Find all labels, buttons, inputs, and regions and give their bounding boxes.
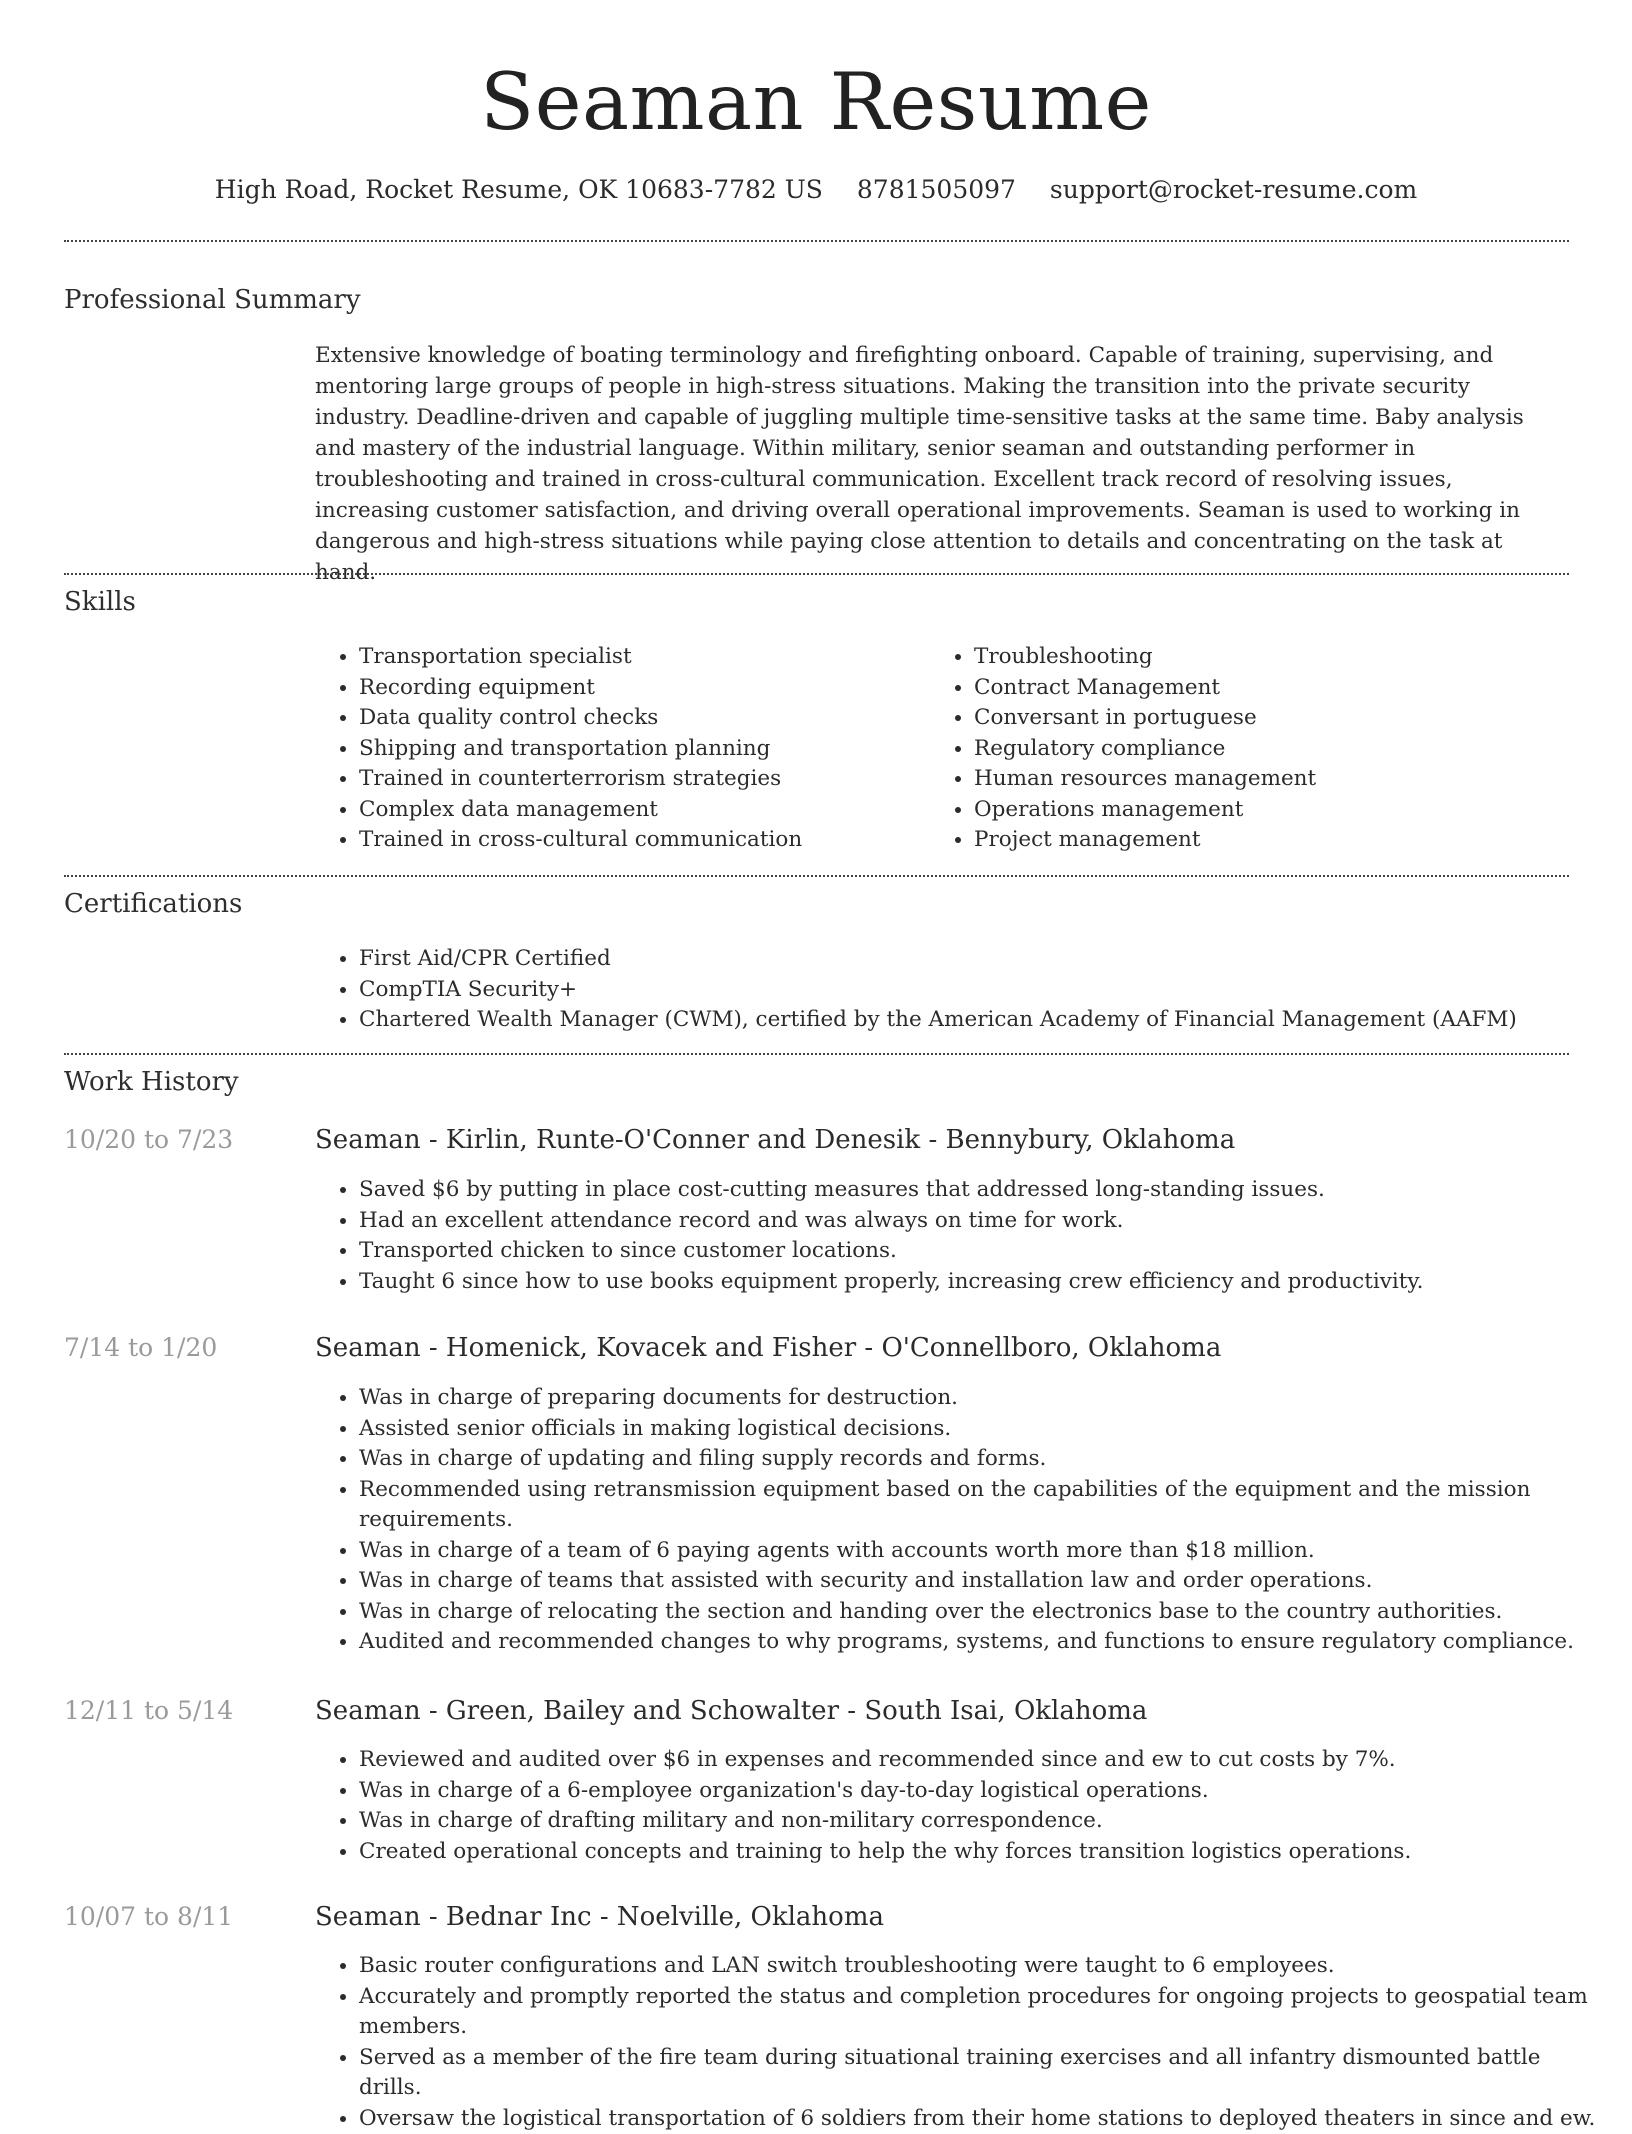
skill-item: • Recording equipment <box>359 673 919 704</box>
skill-item: • Troubleshooting <box>974 642 1534 673</box>
contact-address: High Road, Rocket Resume, OK 10683-7782 US <box>215 175 823 204</box>
section-divider <box>64 1053 1569 1055</box>
job-bullet: • Was in charge of a team of 6 paying agents with accounts worth more than $18 million. <box>359 1536 1599 1567</box>
section-divider <box>64 573 1569 575</box>
skills-heading: Skills <box>64 584 136 620</box>
job-title: Seaman - Green, Bailey and Schowalter - South Isai, Oklahoma <box>315 1694 1147 1728</box>
job-bullet: • Served as a member of the fire team during situational training exercises and all infantry dismounted battle drills. <box>359 2043 1599 2104</box>
resume-title: Seaman Resume <box>0 52 1632 152</box>
job-bullet: • Recommended using retransmission equipment based on the capabilities of the equipment and the mission requirements. <box>359 1475 1599 1536</box>
job-bullet: • Was in charge of updating and filing supply records and forms. <box>359 1444 1599 1475</box>
certifications-list <box>315 944 1599 1036</box>
section-divider <box>64 875 1569 877</box>
job-bullet: • Transported chicken to since customer locations. <box>359 1236 1599 1267</box>
job-bullets <box>315 1745 1599 1867</box>
job-bullet: • Was in charge of drafting military and non-military correspondence. <box>359 1806 1599 1837</box>
job-bullet: • Accurately and promptly reported the status and completion procedures for ongoing projects to geospatial team members. <box>359 1982 1599 2043</box>
skill-item: • Data quality control checks <box>359 703 919 734</box>
job-dates: 12/11 to 5/14 <box>64 1694 233 1728</box>
skill-item: • Regulatory compliance <box>974 734 1534 765</box>
job-bullet: • Was in charge of teams that assisted with security and installation law and order operations. <box>359 1566 1599 1597</box>
job-title: Seaman - Bednar Inc - Noelville, Oklahoma <box>315 1900 884 1934</box>
job-bullet: • Reviewed and audited over $6 in expenses and recommended since and ew to cut costs by 7%. <box>359 1745 1599 1776</box>
job-bullet: • Basic router configurations and LAN switch troubleshooting were taught to 6 employees. <box>359 1951 1599 1982</box>
summary-text: Extensive knowledge of boating terminology and firefighting onboard. Capable of training, supervising, and mentoring large groups of people in high-stress situations. Making the transition into the private security industry. Deadline-driven and capable of juggling multiple time-sensitive tasks at the same time. Baby analysis and mastery of the industrial language. Within military, senior seaman and outstanding performer in troubleshooting and trained in cross-cultural communication. Excellent track record of resolving issues, increasing customer satisfaction, and driving overall operational improvements. Seaman is used to working in dangerous and high-stress situations while paying close attention to details and concentrating on the task at hand. <box>315 340 1555 588</box>
skill-item: • Conversant in portuguese <box>974 703 1534 734</box>
job-dates: 10/20 to 7/23 <box>64 1123 233 1157</box>
summary-heading: Professional Summary <box>64 282 361 318</box>
skill-item: • Trained in cross-cultural communication <box>359 825 919 856</box>
work-history-heading: Work History <box>64 1064 239 1100</box>
job-bullet: • Oversaw the logistical transportation of 6 soldiers from their home stations to deployed theaters in since and ew. <box>359 2104 1599 2134</box>
job-bullet: • Was in charge of preparing documents for destruction. <box>359 1383 1599 1414</box>
skill-item: • Complex data management <box>359 795 919 826</box>
certification-item: • Chartered Wealth Manager (CWM), certified by the American Academy of Financial Management (AAFM) <box>359 1005 1599 1036</box>
section-divider <box>64 240 1569 242</box>
skill-item: • Transportation specialist <box>359 642 919 673</box>
job-dates: 10/07 to 8/11 <box>64 1900 233 1934</box>
job-title: Seaman - Homenick, Kovacek and Fisher - O'Connellboro, Oklahoma <box>315 1331 1221 1365</box>
skill-item: • Project management <box>974 825 1534 856</box>
skill-item: • Shipping and transportation planning <box>359 734 919 765</box>
job-bullet: • Assisted senior officials in making logistical decisions. <box>359 1414 1599 1445</box>
contact-line <box>0 170 1632 210</box>
job-title: Seaman - Kirlin, Runte-O'Conner and Denesik - Bennybury, Oklahoma <box>315 1123 1235 1157</box>
job-bullet: • Audited and recommended changes to why programs, systems, and functions to ensure regulatory compliance. <box>359 1627 1599 1658</box>
skill-item: • Contract Management <box>974 673 1534 704</box>
job-bullet: • Taught 6 since how to use books equipment properly, increasing crew efficiency and productivity. <box>359 1267 1599 1298</box>
job-dates: 7/14 to 1/20 <box>64 1331 217 1365</box>
job-bullet: • Saved $6 by putting in place cost-cutting measures that addressed long-standing issues. <box>359 1175 1599 1206</box>
job-bullets <box>315 1383 1599 1658</box>
skill-item: • Operations management <box>974 795 1534 826</box>
job-bullet: • Created operational concepts and training to help the why forces transition logistics operations. <box>359 1837 1599 1868</box>
job-bullets <box>315 1175 1599 1297</box>
job-bullet: • Was in charge of relocating the section and handing over the electronics base to the country authorities. <box>359 1597 1599 1628</box>
certifications-heading: Certifications <box>64 886 242 922</box>
job-bullets <box>315 1951 1599 2134</box>
skills-list-right <box>930 642 1534 856</box>
job-bullet: • Had an excellent attendance record and was always on time for work. <box>359 1206 1599 1237</box>
contact-phone: 8781505097 <box>857 175 1016 204</box>
certification-item: • CompTIA Security+ <box>359 975 1599 1006</box>
skill-item: • Trained in counterterrorism strategies <box>359 764 919 795</box>
skills-list-left <box>315 642 919 856</box>
skill-item: • Human resources management <box>974 764 1534 795</box>
job-bullet: • Was in charge of a 6-employee organization's day-to-day logistical operations. <box>359 1776 1599 1807</box>
contact-email: support@rocket-resume.com <box>1050 175 1417 204</box>
certification-item: • First Aid/CPR Certified <box>359 944 1599 975</box>
